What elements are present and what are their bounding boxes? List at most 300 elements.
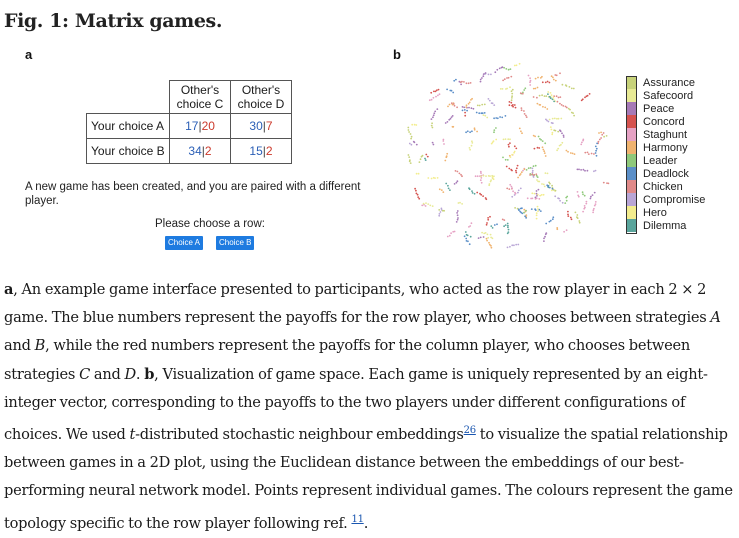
game-point <box>603 132 605 134</box>
game-point <box>580 144 582 146</box>
game-point <box>490 234 492 236</box>
game-point <box>551 134 553 136</box>
game-point <box>537 210 539 212</box>
game-point <box>493 178 495 180</box>
game-point <box>575 212 577 214</box>
game-point <box>468 107 470 109</box>
game-point <box>584 195 586 197</box>
game-point <box>448 119 450 121</box>
game-point <box>539 104 541 106</box>
game-point <box>535 78 537 80</box>
game-point <box>573 115 575 117</box>
game-point <box>524 168 526 170</box>
game-point <box>452 126 454 128</box>
game-point <box>520 92 522 94</box>
choice-a-button[interactable]: Choice A <box>165 236 203 250</box>
strategy-d: D <box>124 365 136 383</box>
game-point <box>592 212 594 214</box>
game-point <box>545 95 547 97</box>
game-point <box>536 214 538 216</box>
game-point <box>483 236 485 238</box>
game-point <box>549 183 551 185</box>
game-point <box>485 175 487 177</box>
game-point <box>594 192 596 194</box>
game-point <box>446 153 448 155</box>
game-point <box>489 100 491 102</box>
game-point <box>540 77 542 79</box>
game-point <box>469 131 471 133</box>
game-point <box>484 115 486 117</box>
strategy-a: A <box>710 309 721 327</box>
game-point <box>411 136 413 138</box>
game-point <box>536 97 538 99</box>
game-point <box>433 112 435 114</box>
game-point <box>485 197 487 199</box>
game-point <box>543 194 545 196</box>
choose-row-prompt: Please choose a row: <box>155 218 265 230</box>
game-point <box>547 93 549 95</box>
game-point <box>482 112 484 114</box>
game-point <box>542 81 544 83</box>
legend-label-harmony: Harmony <box>643 142 688 154</box>
game-point <box>552 77 554 79</box>
game-point <box>504 78 506 80</box>
col-header-c <box>170 81 231 114</box>
game-point <box>515 193 517 195</box>
game-point <box>537 87 539 89</box>
caption-b-text: , Visualization of game space. Each game is uniquely represented by an eight-integer vector, corresponding to the payoffs to the two players under different configurations of choices. We used <box>4 365 708 444</box>
game-point <box>579 222 581 224</box>
game-point <box>469 102 471 104</box>
game-point <box>557 131 559 133</box>
game-point <box>464 112 466 114</box>
game-point <box>517 177 519 179</box>
game-point <box>421 156 423 158</box>
game-point <box>519 211 521 213</box>
game-point <box>490 237 492 239</box>
game-point <box>585 203 587 205</box>
game-point <box>510 68 512 70</box>
game-point <box>538 198 540 200</box>
game-point <box>511 154 513 156</box>
game-point <box>552 96 554 98</box>
game-point <box>470 236 472 238</box>
game-point <box>482 75 484 77</box>
game-point <box>544 107 546 109</box>
game-point <box>430 92 432 94</box>
game-point <box>537 206 539 208</box>
game-point <box>551 185 553 187</box>
figure-caption <box>4 276 736 538</box>
game-point <box>536 218 538 220</box>
game-point <box>537 181 539 183</box>
game-point <box>559 103 561 105</box>
game-point <box>429 205 431 207</box>
game-point <box>509 101 511 103</box>
game-point <box>471 140 473 142</box>
game-point <box>443 139 445 141</box>
game-point <box>563 231 565 233</box>
game-point <box>567 211 569 213</box>
game-point <box>505 138 507 140</box>
game-point <box>507 247 509 249</box>
game-point <box>481 104 483 106</box>
game-point <box>471 190 473 192</box>
game-point <box>549 187 551 189</box>
game-point <box>510 76 512 78</box>
game-point <box>535 173 537 175</box>
game-point <box>425 202 427 204</box>
game-point <box>501 117 503 119</box>
payoff-separator: | <box>201 144 205 158</box>
game-point <box>431 118 433 120</box>
choice-b-button[interactable]: Choice B <box>216 236 254 250</box>
game-point <box>506 188 508 190</box>
game-point <box>593 170 595 172</box>
game-point <box>417 194 419 196</box>
legend-label-dilemma: Dilemma <box>643 220 687 232</box>
game-point <box>538 147 540 149</box>
game-point <box>570 217 572 219</box>
game-point <box>414 142 416 144</box>
game-point <box>509 184 511 186</box>
game-point <box>445 183 447 185</box>
game-point <box>474 127 476 129</box>
game-point <box>539 195 541 197</box>
payoff-separator: | <box>262 144 266 158</box>
game-point <box>442 191 444 193</box>
game-point <box>532 168 534 170</box>
game-point <box>447 185 449 187</box>
game-point <box>533 174 535 176</box>
game-point <box>508 229 510 231</box>
game-point <box>555 190 557 192</box>
tsne-scatter-plot <box>393 55 623 255</box>
game-point <box>553 101 555 103</box>
panel-b-label: b <box>393 47 401 62</box>
game-point <box>463 81 465 83</box>
game-point <box>410 162 412 164</box>
game-point <box>427 203 429 205</box>
legend-label-deadlock: Deadlock <box>643 168 689 180</box>
game-point <box>509 246 511 248</box>
figure-title: Fig. 1: Matrix games. <box>4 10 223 32</box>
game-point <box>544 95 546 97</box>
game-point <box>514 207 516 209</box>
game-point <box>465 238 467 240</box>
game-point <box>536 212 538 214</box>
game-point <box>485 72 487 74</box>
game-point <box>545 82 547 84</box>
game-point <box>507 233 509 235</box>
game-point <box>511 170 513 172</box>
game-point <box>497 117 499 119</box>
legend-label-chicken: Chicken <box>643 181 683 193</box>
game-point <box>493 129 495 131</box>
reference-link-11[interactable]: 11 <box>351 513 364 525</box>
game-point <box>457 171 459 173</box>
strategy-c: C <box>79 365 90 383</box>
game-point <box>583 208 585 210</box>
game-point <box>480 171 482 173</box>
game-point <box>595 170 597 172</box>
game-point <box>517 165 519 167</box>
game-point <box>439 188 441 190</box>
game-point <box>545 155 547 157</box>
game-point <box>577 191 579 193</box>
game-point <box>587 152 589 154</box>
game-point <box>509 104 511 106</box>
game-point <box>572 153 574 155</box>
game-point <box>581 142 583 144</box>
game-point <box>449 104 451 106</box>
game-point <box>531 208 533 210</box>
game-point <box>533 96 535 98</box>
game-point <box>468 103 470 105</box>
legend-label-staghunt: Staghunt <box>643 129 688 141</box>
game-point <box>551 94 553 96</box>
game-point <box>598 141 600 143</box>
game-point <box>551 190 553 192</box>
game-point <box>521 107 523 109</box>
game-point <box>470 99 472 101</box>
game-point <box>481 77 483 79</box>
game-point <box>507 225 509 227</box>
game-point <box>535 197 537 199</box>
game-point <box>449 189 451 191</box>
game-point <box>544 142 546 144</box>
game-point <box>590 196 592 198</box>
game-point <box>452 231 454 233</box>
game-point <box>419 161 421 163</box>
game-point <box>502 219 504 221</box>
game-point <box>488 98 490 100</box>
game-point <box>433 114 435 116</box>
caption-period: . <box>135 365 145 383</box>
game-point <box>594 205 596 207</box>
game-point <box>557 101 559 103</box>
game-point <box>425 205 427 207</box>
game-point <box>543 240 545 242</box>
legend-label-compromise: Compromise <box>643 194 706 206</box>
game-point <box>577 217 579 219</box>
game-point <box>545 223 547 225</box>
game-point <box>515 107 517 109</box>
game-point <box>457 217 459 219</box>
game-point <box>530 198 532 200</box>
game-point <box>523 89 525 91</box>
game-point <box>455 170 457 172</box>
game-point <box>523 110 525 112</box>
game-point <box>514 145 516 147</box>
game-point <box>447 121 449 123</box>
game-point <box>529 84 531 86</box>
game-point <box>408 154 410 156</box>
game-point <box>524 87 526 89</box>
payoff-separator: | <box>262 119 266 133</box>
game-point <box>490 181 492 183</box>
game-point <box>408 129 410 131</box>
game-point <box>514 151 516 153</box>
game-point <box>466 82 468 84</box>
game-point <box>495 127 497 129</box>
game-point <box>461 203 463 205</box>
game-point <box>519 128 521 130</box>
caption-panel-a-label: a <box>4 281 14 298</box>
game-point <box>476 131 478 133</box>
game-point <box>446 155 448 157</box>
game-point <box>505 68 507 70</box>
game-point <box>544 236 546 238</box>
reference-link-26[interactable]: 26 <box>463 425 476 437</box>
game-point <box>409 143 411 145</box>
game-point <box>451 102 453 104</box>
game-point <box>552 132 554 134</box>
legend-label-leader: Leader <box>643 155 678 167</box>
game-point <box>593 153 595 155</box>
game-point <box>458 202 460 204</box>
game-point <box>479 105 481 107</box>
legend-colorbar-border <box>626 76 637 234</box>
game-point <box>486 117 488 119</box>
game-point <box>566 107 568 109</box>
game-point <box>521 207 523 209</box>
game-point <box>559 96 561 98</box>
game-point <box>432 205 434 207</box>
game-point <box>484 104 486 106</box>
game-point <box>448 188 450 190</box>
game-point <box>439 93 441 95</box>
game-point <box>505 224 507 226</box>
game-point <box>522 93 524 95</box>
game-point <box>587 95 589 97</box>
game-point <box>462 106 464 108</box>
game-point <box>532 172 534 174</box>
game-point <box>488 242 490 244</box>
game-point <box>560 130 562 132</box>
game-point <box>570 152 572 154</box>
game-point <box>415 190 417 192</box>
caption-and: and <box>4 337 35 355</box>
game-point <box>499 116 501 118</box>
game-point <box>466 110 468 112</box>
game-point <box>566 150 568 152</box>
game-point <box>435 96 437 98</box>
game-point <box>453 103 455 105</box>
game-point <box>440 211 442 213</box>
game-point <box>554 195 556 197</box>
game-point <box>512 104 514 106</box>
game-point <box>547 81 549 83</box>
caption-b-text-2: -distributed stochastic neighbour embeddings <box>135 426 464 444</box>
game-point <box>591 153 593 155</box>
game-point <box>503 225 505 227</box>
game-point <box>447 106 449 108</box>
game-point <box>505 159 507 161</box>
game-point <box>512 190 514 192</box>
game-point <box>526 169 528 171</box>
game-point <box>542 149 544 151</box>
game-point <box>429 99 431 101</box>
game-point <box>459 202 461 204</box>
game-point <box>494 224 496 226</box>
game-point <box>506 88 508 90</box>
game-point <box>543 238 545 240</box>
game-point <box>561 142 563 144</box>
game-point <box>457 214 459 216</box>
game-point <box>589 93 591 95</box>
game-point <box>515 244 517 246</box>
game-point <box>433 177 435 179</box>
game-point <box>509 138 511 140</box>
payoff-cell-bd <box>231 139 292 164</box>
game-point <box>517 244 519 246</box>
game-point <box>445 122 447 124</box>
game-point <box>512 89 514 91</box>
game-point <box>532 173 534 175</box>
game-point <box>511 244 513 246</box>
game-point <box>408 156 410 158</box>
game-point <box>552 188 554 190</box>
game-point <box>529 81 531 83</box>
game-point <box>596 148 598 150</box>
game-point <box>535 165 537 167</box>
col-header-d-line1: Other's <box>241 83 281 97</box>
game-point <box>467 240 469 242</box>
game-point <box>502 66 504 68</box>
game-point <box>457 210 459 212</box>
game-point <box>523 209 525 211</box>
game-point <box>503 139 505 141</box>
game-point <box>515 172 517 174</box>
game-point <box>562 202 564 204</box>
game-point <box>487 217 489 219</box>
game-point <box>539 138 541 140</box>
game-point <box>549 82 551 84</box>
game-point <box>495 117 497 119</box>
game-point <box>560 118 562 120</box>
game-point <box>455 79 457 81</box>
game-point <box>456 221 458 223</box>
game-point <box>459 81 461 83</box>
game-point <box>477 175 479 177</box>
game-point <box>466 104 468 106</box>
game-point <box>516 167 518 169</box>
game-point <box>427 177 429 179</box>
game-point <box>480 176 482 178</box>
game-point <box>490 74 492 76</box>
game-point <box>424 158 426 160</box>
game-point <box>555 80 557 82</box>
game-point <box>475 175 477 177</box>
game-point <box>511 196 513 198</box>
game-point <box>582 191 584 193</box>
game-point <box>441 208 443 210</box>
game-point <box>507 223 509 225</box>
game-point <box>511 187 513 189</box>
game-point <box>439 213 441 215</box>
game-point <box>536 190 538 192</box>
game-point <box>595 150 597 152</box>
game-point <box>449 90 451 92</box>
game-point <box>494 71 496 73</box>
game-point <box>502 157 504 159</box>
game-point <box>493 104 495 106</box>
game-point <box>496 223 498 225</box>
game-point <box>462 110 464 112</box>
game-point <box>537 147 539 149</box>
game-point <box>437 177 439 179</box>
